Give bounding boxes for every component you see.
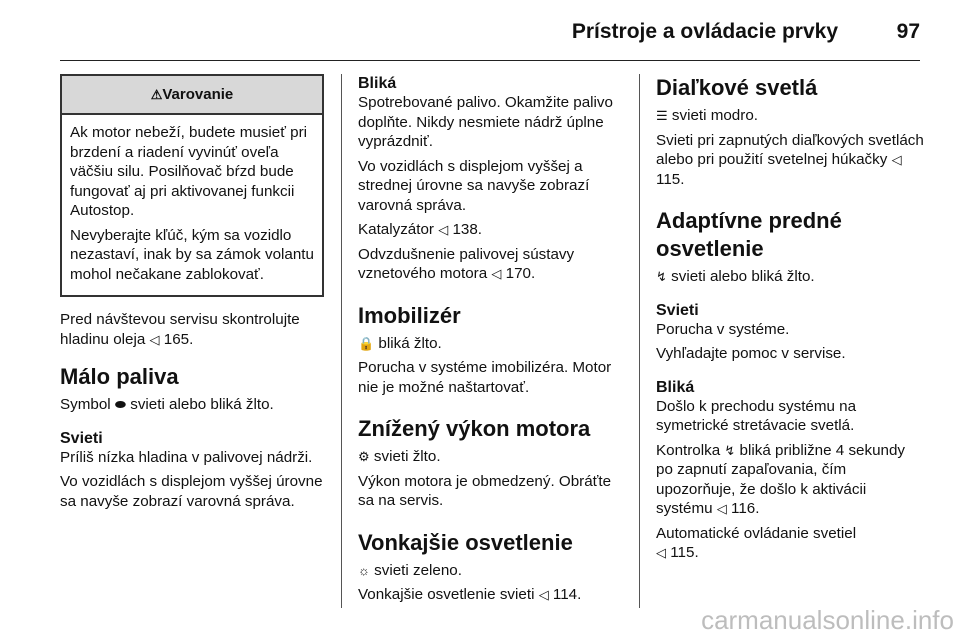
subsection-title: Bliká xyxy=(656,378,695,396)
warning-paragraph: Nevyberajte kľúč, kým sa vozidlo nezastaví, inak by sa zámok volantu mohol nečakane zablokovať. xyxy=(70,226,314,283)
warning-body xyxy=(62,115,322,295)
page-header xyxy=(60,0,920,61)
high-beam-icon: ☰ xyxy=(656,108,668,123)
body-paragraph: Príliš nízka hladina v palivovej nádrži. xyxy=(60,448,313,466)
body-paragraph: Automatické ovládanie svetiel ◁ 115. xyxy=(656,524,857,561)
reference-arrow-icon: ◁ xyxy=(149,331,160,347)
column-divider xyxy=(341,74,342,608)
indicator-line: 🔒 bliká žlto. xyxy=(358,334,442,352)
section-title: Diaľkové svetlá xyxy=(656,75,818,100)
reference-arrow-icon: ◁ xyxy=(716,501,727,516)
warning-paragraph: Ak motor nebeží, budete musieť pri brzdení a riadení vyvinúť oveľa väčšiu silu. Posilňovač bŕzd bude fungovať aj pri aktivovanej funkcii Autostop. xyxy=(70,124,308,219)
reference-arrow-icon: ◁ xyxy=(491,266,502,281)
engine-power-icon: ⚙ xyxy=(358,449,370,464)
reference-arrow-icon: ◁ xyxy=(438,222,449,237)
immobilizer-icon: 🔒 xyxy=(358,335,375,351)
warning-header xyxy=(62,76,322,115)
column-2 xyxy=(358,74,626,610)
indicator-line: ⚙ svieti žlto. xyxy=(358,448,441,465)
body-paragraph: Katalyzátor ◁ 138. xyxy=(358,221,483,238)
warning-triangle-icon: ⚠ xyxy=(150,87,163,102)
page-reference: 170. xyxy=(505,265,536,282)
section-title: Adaptívne predné osvetlenie xyxy=(656,208,842,261)
column-divider xyxy=(639,74,640,608)
watermark: carmanualsonline.info xyxy=(701,605,954,635)
warning-title: Varovanie xyxy=(162,86,234,103)
page-reference: 138. xyxy=(452,221,483,238)
adaptive-light-icon: ↯ xyxy=(656,269,667,284)
body-paragraph: Porucha v systéme. xyxy=(656,320,790,338)
body-paragraph: Vo vozidlách s displejom vyššej úrovne sa navyše zobrazí varovná správa. xyxy=(60,473,323,510)
body-paragraph: Vonkajšie osvetlenie svieti ◁ 114. xyxy=(358,586,582,603)
column-1 xyxy=(60,74,324,516)
subsection-title: Svieti xyxy=(60,429,103,447)
page-reference: 165. xyxy=(163,330,194,348)
body-paragraph: Vyhľadajte pomoc v servise. xyxy=(656,345,846,362)
indicator-line: ↯ svieti alebo bliká žlto. xyxy=(656,268,815,285)
section-title: Znížený výkon motora xyxy=(358,416,591,441)
indicator-line: ☼ svieti zeleno. xyxy=(358,561,462,579)
body-paragraph: Porucha v systéme imobilizéra. Motor nie je možné naštartovať. xyxy=(358,359,612,396)
subsection-title: Bliká xyxy=(358,75,397,92)
body-paragraph: Svieti pri zapnutých diaľkových svetlách alebo pri použití svetelnej húkačky ◁ 115. xyxy=(656,131,924,188)
service-paragraph: Pred návštevou servisu skontrolujte hladinu oleja ◁ 165. xyxy=(60,311,300,348)
page-reference: 114. xyxy=(552,586,582,603)
body-paragraph: Vo vozidlách s displejom vyššej a strednej úrovne sa navyše zobrazí varovná správa. xyxy=(358,157,590,214)
page-number: 97 xyxy=(896,20,920,43)
page-reference: 116. xyxy=(731,500,760,517)
reference-arrow-icon: ◁ xyxy=(891,152,902,167)
exterior-light-icon: ☼ xyxy=(358,562,370,578)
page-reference: 115. xyxy=(656,170,685,188)
header-title: Prístroje a ovládacie prvky xyxy=(571,20,838,43)
section-title: Málo paliva xyxy=(60,364,179,389)
fuel-level-icon: ⬬ xyxy=(114,397,126,412)
indicator-line: Symbol ⬬ svieti alebo bliká žlto. xyxy=(60,396,274,413)
section-title: Imobilizér xyxy=(358,302,461,328)
subsection-title: Svieti xyxy=(656,301,699,319)
warning-box xyxy=(60,74,324,297)
reference-arrow-icon: ◁ xyxy=(656,545,666,560)
column-3 xyxy=(656,74,926,568)
body-paragraph: Kontrolka ↯ bliká približne 4 sekundy po zapnutí zapaľovania, čím upozorňuje, že došlo k aktivácii systému ◁ 116. xyxy=(656,441,906,517)
body-paragraph: Došlo k prechodu systému na symetrické stretávacie svetlá. xyxy=(656,397,857,434)
body-paragraph: Odvzdušnenie palivovej sústavy vznetového motora ◁ 170. xyxy=(358,245,575,282)
indicator-line: ☰ svieti modro. xyxy=(656,107,758,124)
body-paragraph: Výkon motora je obmedzený. Obráťte sa na servis. xyxy=(358,472,612,509)
adaptive-light-icon: ↯ xyxy=(724,442,736,458)
page-reference: 115. xyxy=(670,544,699,561)
section-title: Vonkajšie osvetlenie xyxy=(358,529,573,555)
reference-arrow-icon: ◁ xyxy=(538,587,549,602)
body-paragraph: Spotrebované palivo. Okamžite palivo doplňte. Nikdy nesmiete nádrž úplne vyprázdniť. xyxy=(358,94,613,150)
